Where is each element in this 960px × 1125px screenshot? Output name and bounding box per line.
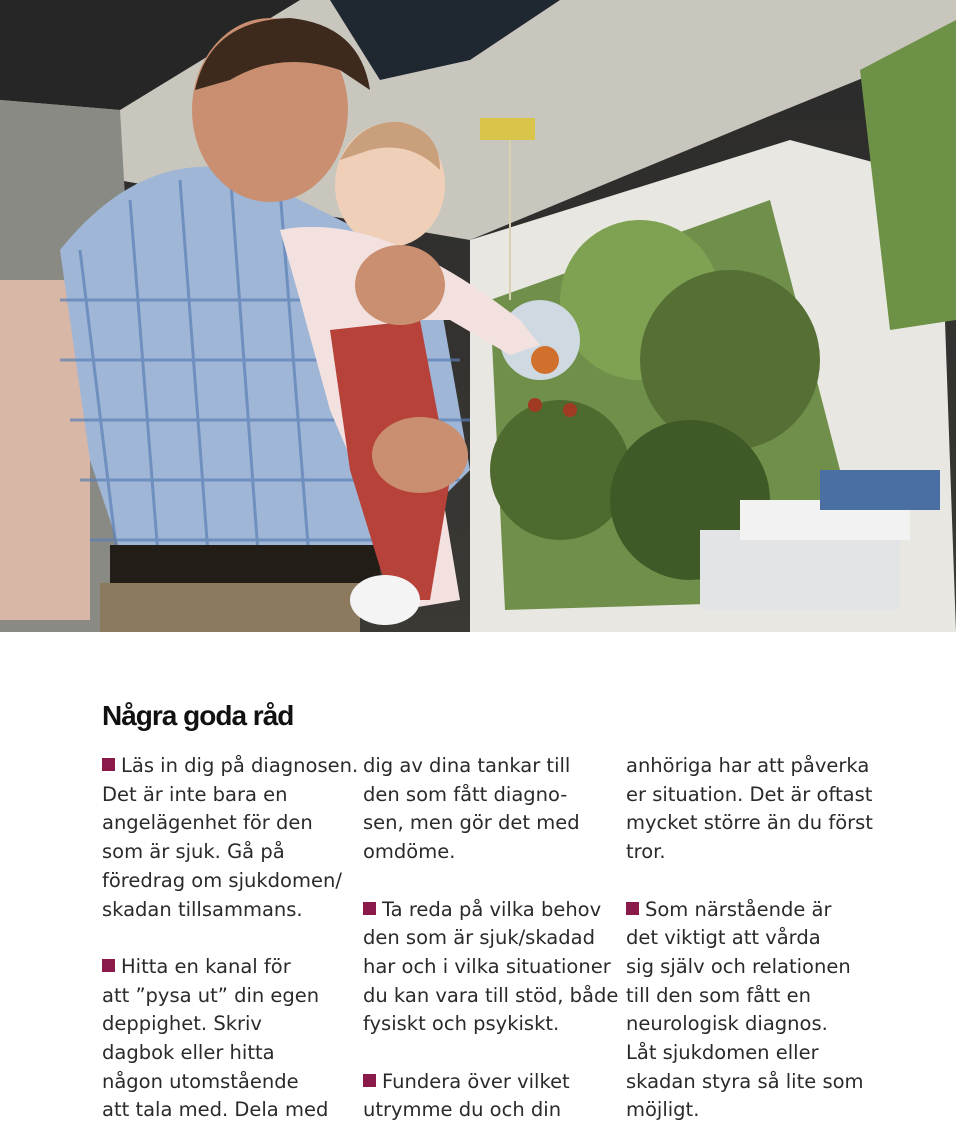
- text-line: sig själv och relationen: [626, 953, 896, 982]
- text-line: den som är sjuk/skadad: [363, 924, 633, 953]
- text-line: att tala med. Dela med: [102, 1096, 372, 1125]
- text-line: skadan tillsammans.: [102, 896, 372, 925]
- text-line: Ta reda på vilka behov: [382, 898, 601, 921]
- text-column-3: [626, 752, 896, 1125]
- page-title: Några goda råd: [102, 700, 293, 732]
- tip-paragraph: [102, 953, 372, 1125]
- text-line: fysiskt och psykiskt.: [363, 1010, 633, 1039]
- square-bullet-icon: [363, 902, 376, 915]
- text-line: omdöme.: [363, 838, 633, 867]
- tip-paragraph: [626, 896, 896, 1125]
- text-line: den som fått diagno-: [363, 781, 633, 810]
- text-line: anhöriga har att påverka: [626, 752, 896, 781]
- text-line: dagbok eller hitta: [102, 1039, 372, 1068]
- text-line: Det är inte bara en: [102, 781, 372, 810]
- text-line: Som närstående är: [645, 898, 831, 921]
- text-line: du kan vara till stöd, både: [363, 982, 633, 1011]
- text-line: neurologisk diagnos.: [626, 1010, 896, 1039]
- text-line: möjligt.: [626, 1096, 896, 1125]
- text-line: angelägenhet för den: [102, 809, 372, 838]
- text-line: deppighet. Skriv: [102, 1010, 372, 1039]
- text-line: till den som fått en: [626, 982, 896, 1011]
- text-line: som är sjuk. Gå på: [102, 838, 372, 867]
- text-line: Läs in dig på diagnosen.: [121, 754, 358, 777]
- tip-paragraph: [102, 752, 372, 924]
- text-line: Hitta en kanal för: [121, 955, 291, 978]
- square-bullet-icon: [102, 758, 115, 771]
- tip-paragraph-continued: [363, 752, 633, 867]
- text-line: någon utomstående: [102, 1068, 372, 1097]
- text-line: mycket större än du först: [626, 809, 896, 838]
- text-line: utrymme du och din: [363, 1096, 633, 1125]
- text-line: er situation. Det är oftast: [626, 781, 896, 810]
- text-column-1: [102, 752, 372, 1125]
- text-line: att ”pysa ut” din egen: [102, 982, 372, 1011]
- tip-paragraph: [363, 896, 633, 1040]
- text-line: tror.: [626, 838, 896, 867]
- square-bullet-icon: [626, 902, 639, 915]
- text-line: skadan styra så lite som: [626, 1068, 896, 1097]
- text-line: sen, men gör det med: [363, 809, 633, 838]
- square-bullet-icon: [363, 1074, 376, 1087]
- text-line: föredrag om sjukdomen/: [102, 867, 372, 896]
- text-line: Fundera över vilket: [382, 1070, 570, 1093]
- tip-paragraph-continued: [626, 752, 896, 867]
- square-bullet-icon: [102, 959, 115, 972]
- text-line: Låt sjukdomen eller: [626, 1039, 896, 1068]
- text-line: det viktigt att vårda: [626, 924, 896, 953]
- text-line: dig av dina tankar till: [363, 752, 633, 781]
- text-column-2: [363, 752, 633, 1125]
- tip-paragraph: [363, 1068, 633, 1125]
- text-line: har och i vilka situationer: [363, 953, 633, 982]
